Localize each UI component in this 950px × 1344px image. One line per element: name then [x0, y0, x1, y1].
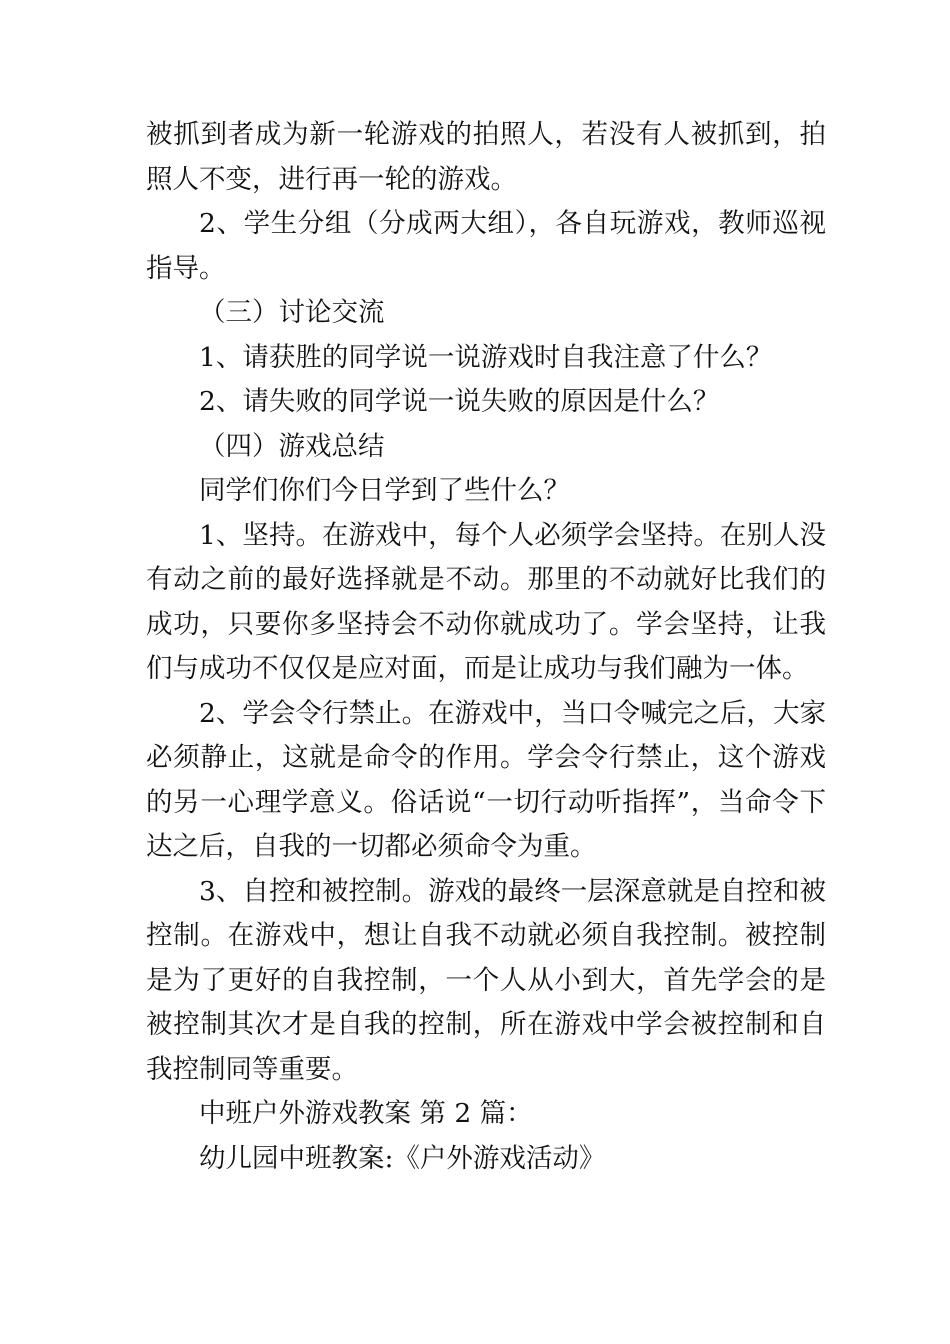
paragraph-summary-obedience: 2、学会令行禁止。在游戏中，当口令喊完之后，大家必须静止，这就是命令的作用。学会令行禁止，这个游戏的另一心理学意义。俗话说“一切行动听指挥”，当命令下达之后，自我的一切都必须命令为重。: [146, 697, 826, 862]
paragraph-step-2-grouping: 2、学生分组（分成两大组），各自玩游戏，教师巡视指导。: [146, 208, 826, 284]
paragraph-summary-question: 同学们你们今日学到了些什么？: [199, 475, 570, 506]
lesson-plan-title: 幼儿园中班教案:《户外游戏活动》: [199, 1142, 606, 1174]
document-body: [146, 113, 826, 1181]
paragraph-discussion-2: 2、请失败的同学说一说失败的原因是什么？: [199, 386, 720, 417]
section-heading-discussion: （三）讨论交流: [199, 297, 385, 328]
paragraph-summary-self-control: 3、自控和被控制。游戏的最终一层深意就是自控和被控制。在游戏中，想让自我不动就必须自我控制。被控制是为了更好的自我控制，一个人从小到大，首先学会的是被控制其次才是自我的控制，所在游戏中学会被控制和自我控制同等重要。: [146, 875, 826, 1085]
paragraph-discussion-1: 1、请获胜的同学说一说游戏时自我注意了什么？: [199, 341, 773, 373]
paragraph-summary-persistence: 1、坚持。在游戏中，每个人必须学会坚持。在别人没有动之前的最好选择就是不动。那里的不动就好比我们的成功，只要你多坚持会不动你就成功了。学会坚持，让我们与成功不仅仅是应对面，而是让成功与我们融为一体。: [146, 519, 826, 684]
section-heading-summary: （四）游戏总结: [199, 430, 385, 462]
paragraph-continuation: 被抓到者成为新一轮游戏的拍照人，若没有人被抓到，拍照人不变，进行再一轮的游戏。: [146, 119, 826, 195]
chapter-title-part-2: 中班户外游戏教案 第 2 篇：: [199, 1098, 533, 1129]
